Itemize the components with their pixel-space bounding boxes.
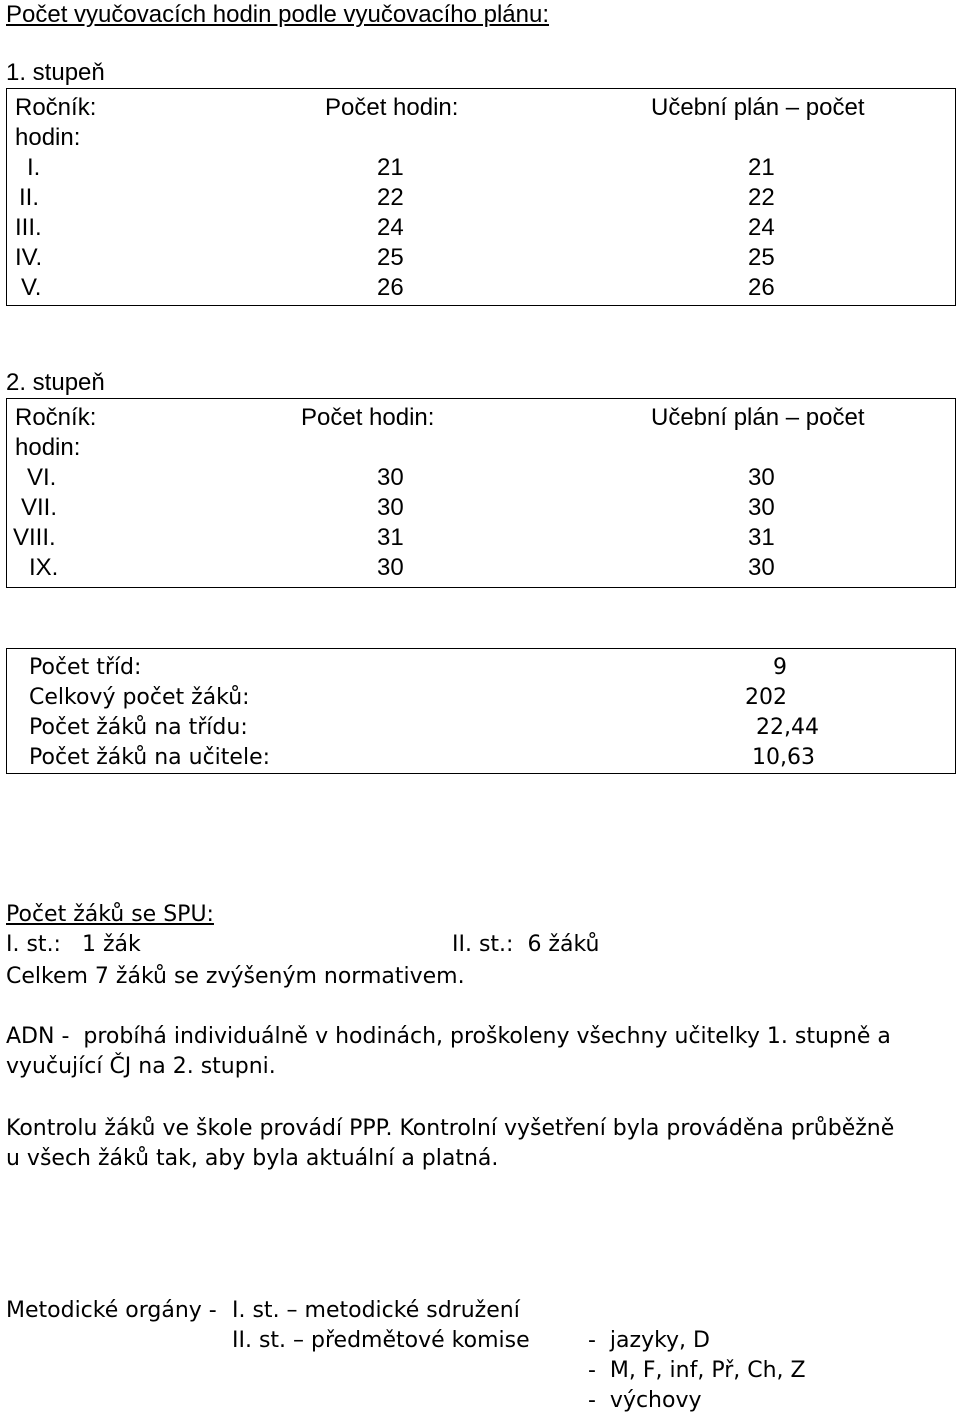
methodical-item: - výchovy [588,1388,702,1413]
stage2-row-plan: 30 [748,554,775,581]
page-heading: Počet vyučovacích hodin podle vyučovacího plánu: [6,1,550,28]
stage1-table [6,88,956,306]
stat-label: Počet žáků na třídu: [29,715,248,740]
adn-line2: vyučující ČJ na 2. stupni. [6,1054,276,1079]
control-line1: Kontrolu žáků ve škole provádí PPP. Kontrolní vyšetření byla prováděna průběžně [6,1116,895,1141]
stat-value: 10,63 [752,745,815,770]
spu-title: Počet žáků se SPU: [6,902,214,927]
stage2-row-grade: VI. [27,464,57,491]
stage1-row-plan: 22 [748,184,775,211]
stat-value: 22,44 [756,715,819,740]
stage1-row-plan: 25 [748,244,775,271]
stage1-row-hours: 22 [377,184,404,211]
stage2-row-hours: 30 [377,464,404,491]
stage2-row-grade: VIII. [13,524,56,551]
methodical-label: Metodické orgány - [6,1298,217,1323]
stage2-row-plan: 30 [748,494,775,521]
stage2-table [6,398,956,588]
stage2-row-plan: 30 [748,464,775,491]
stage2-row-plan: 31 [748,524,775,551]
stat-label: Počet žáků na učitele: [29,745,271,770]
stage1-row-hours: 26 [377,274,404,301]
stage2-row-grade: VII. [21,494,58,521]
stage1-row-grade: II. [19,184,40,211]
stage1-row-plan: 26 [748,274,775,301]
stage1-title: 1. stupeň [6,59,105,86]
stage1-row-plan: 21 [748,154,775,181]
control-line2: u všech žáků tak, aby byla aktuální a platná. [6,1146,499,1171]
methodical-item: - M, F, inf, Př, Ch, Z [588,1358,806,1383]
methodical-item: - jazyky, D [588,1328,710,1353]
stage1-row-grade: III. [15,214,42,241]
stage2-col-grade: Ročník: [15,404,97,431]
stage1-row-grade: V. [21,274,42,301]
stage1-col-plan: Učební plán – počet [651,94,865,121]
spu-stage2: II. st.: 6 žáků [452,932,600,957]
stage1-col-plan-cont: hodin: [15,124,81,151]
stat-value: 202 [745,685,787,710]
stage2-row-hours: 30 [377,494,404,521]
stage1-row-hours: 24 [377,214,404,241]
spu-stage1: I. st.: 1 žák [6,932,141,957]
stage2-col-hours: Počet hodin: [301,404,435,431]
methodical-stage2: II. st. – předmětové komise [232,1328,530,1353]
stage2-col-plan: Učební plán – počet [651,404,865,431]
spu-total: Celkem 7 žáků se zvýšeným normativem. [6,964,465,989]
stage2-title: 2. stupeň [6,369,105,396]
stats-table [6,648,956,774]
stage1-row-grade: IV. [15,244,43,271]
stage2-col-plan-cont: hodin: [15,434,81,461]
stage2-row-grade: IX. [29,554,59,581]
stage2-row-hours: 31 [377,524,404,551]
stage1-col-hours: Počet hodin: [325,94,459,121]
stat-label: Celkový počet žáků: [29,685,250,710]
stage1-row-hours: 25 [377,244,404,271]
adn-line1: ADN - probíhá individuálně v hodinách, proškoleny všechny učitelky 1. stupně a [6,1024,891,1049]
stage1-row-plan: 24 [748,214,775,241]
stage1-col-grade: Ročník: [15,94,97,121]
stat-label: Počet tříd: [29,655,142,680]
stage1-row-hours: 21 [377,154,404,181]
stage1-row-grade: I. [27,154,41,181]
stage2-row-hours: 30 [377,554,404,581]
stat-value: 9 [773,655,787,680]
methodical-stage1: I. st. – metodické sdružení [232,1298,520,1323]
